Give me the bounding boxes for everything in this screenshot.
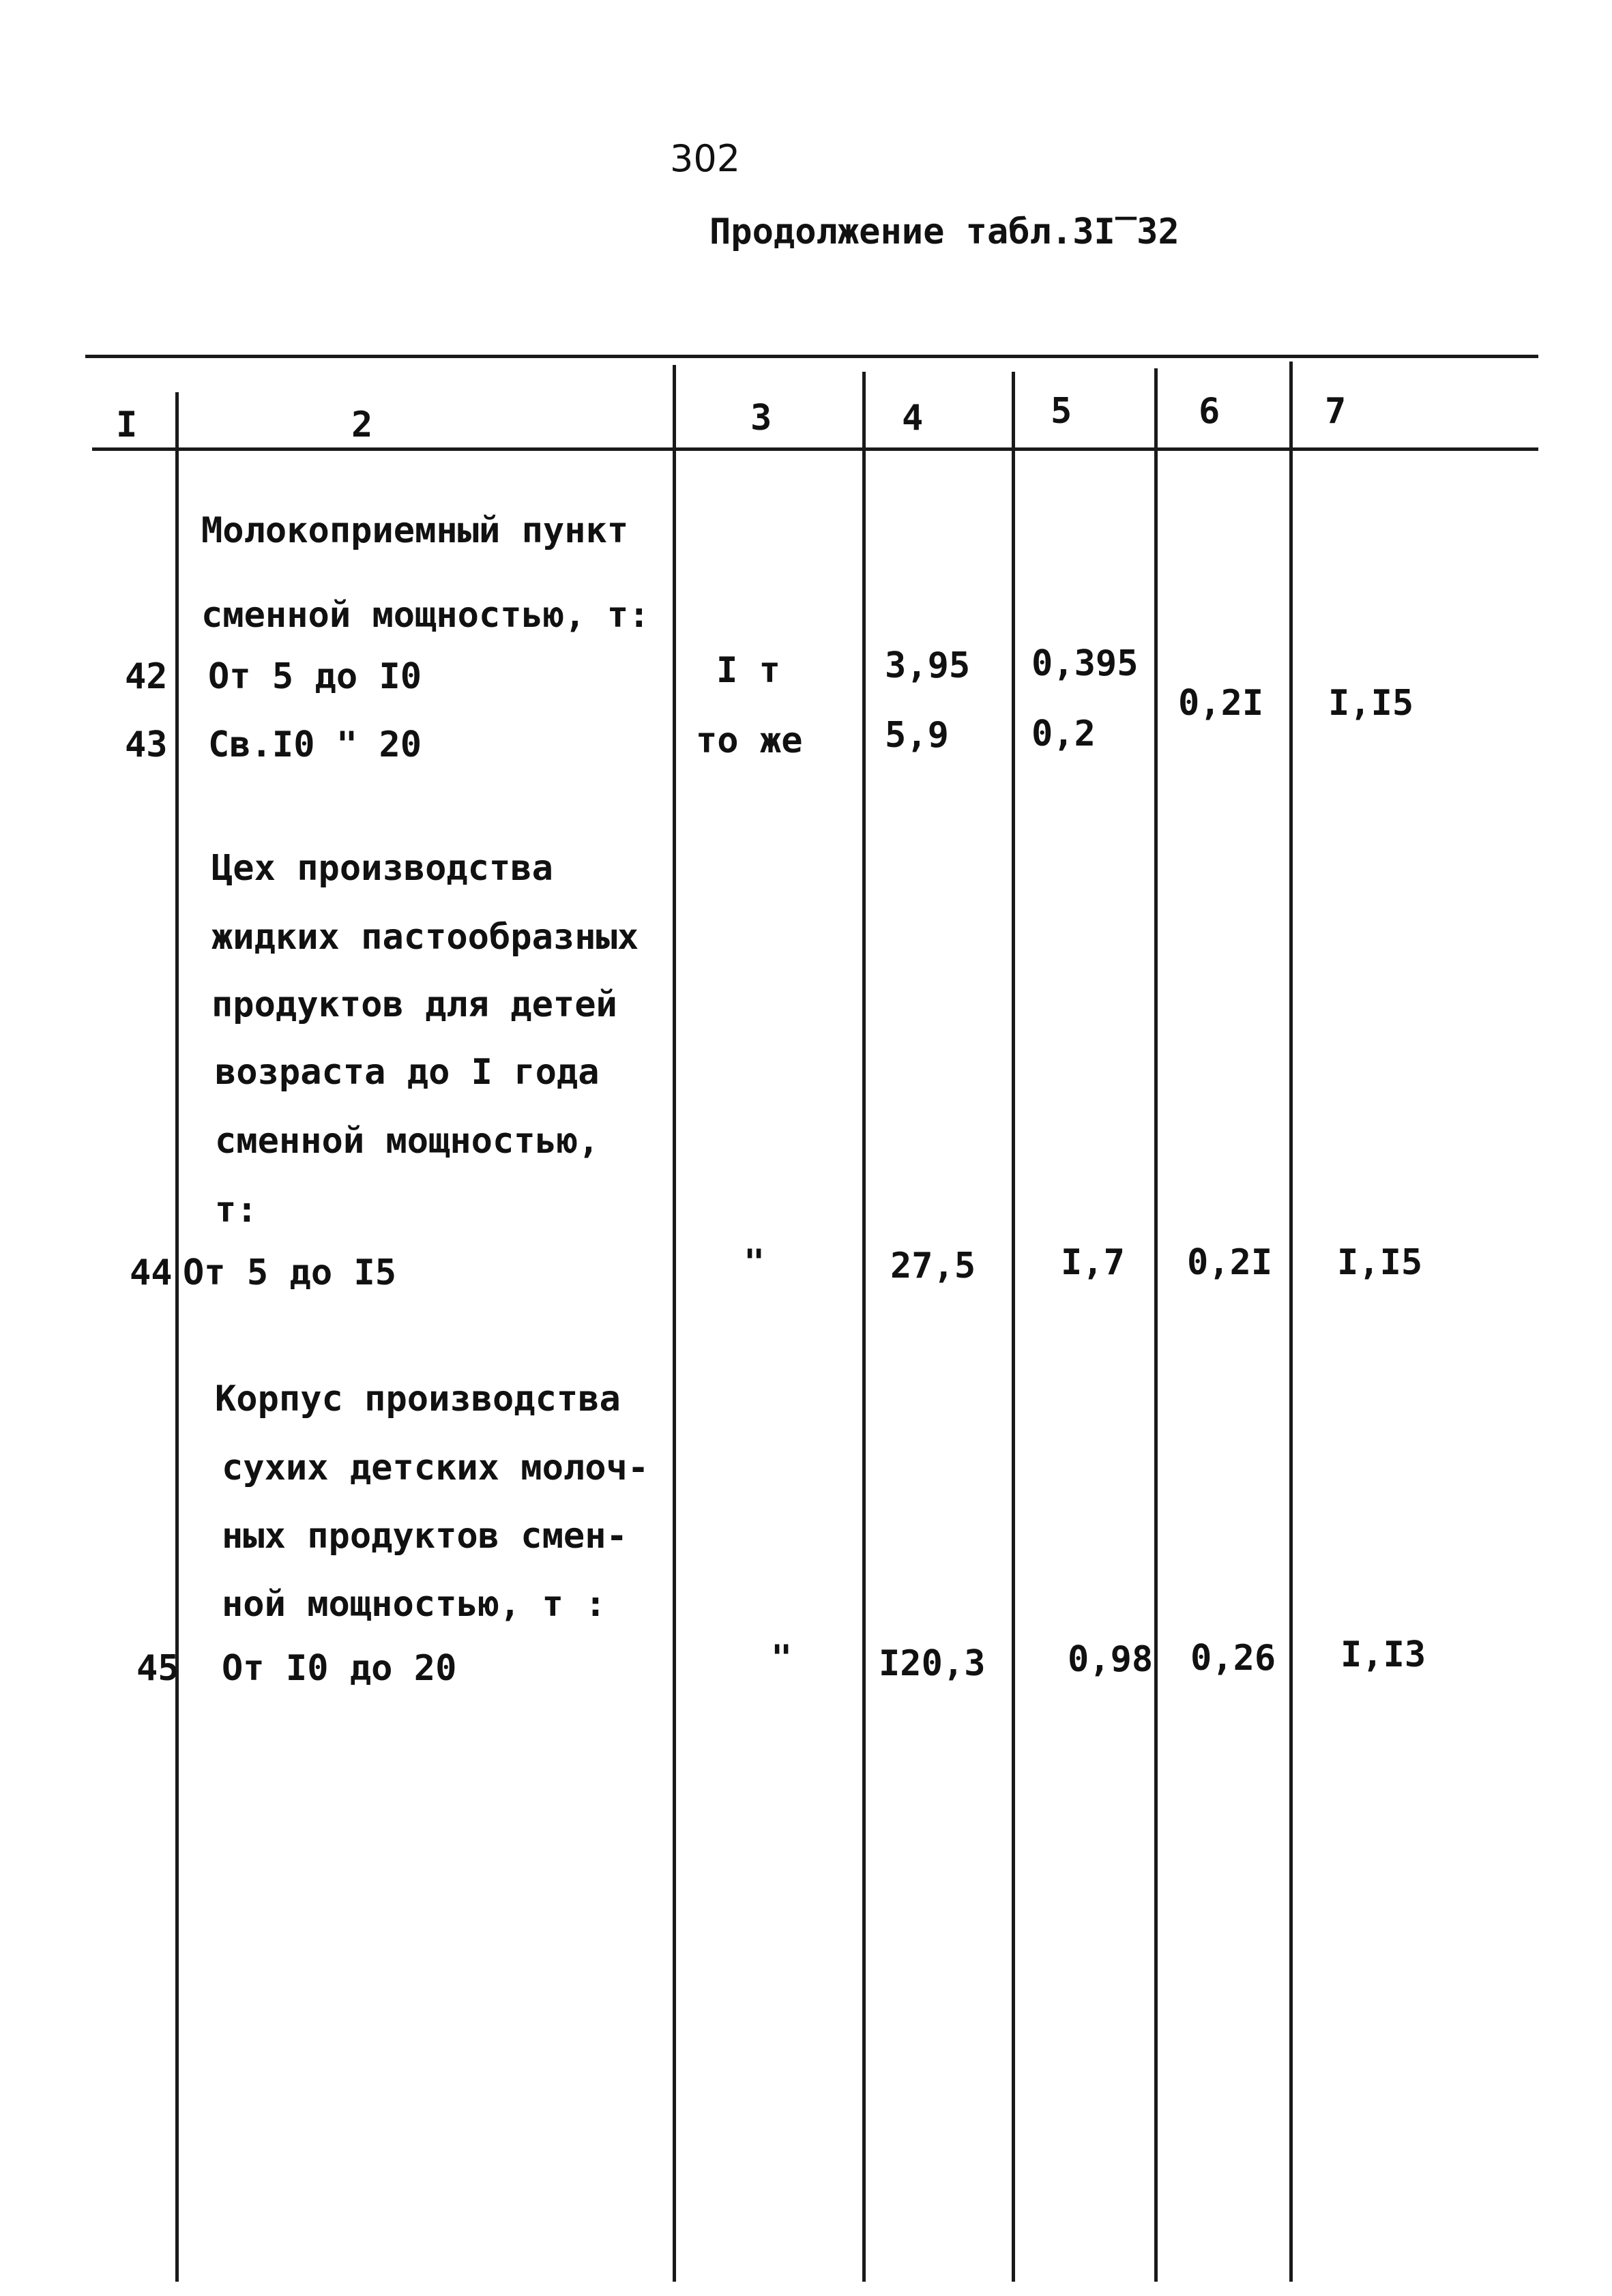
row-value-col4: I20,3 xyxy=(879,1643,986,1684)
row-number: 43 xyxy=(125,724,168,765)
section-title-line: сменной мощностью, xyxy=(215,1121,600,1162)
row-value-col6: 0,2I xyxy=(1187,1242,1273,1283)
column-divider-1 xyxy=(175,392,179,2282)
row-value-col6: 0,2I xyxy=(1178,683,1264,724)
row-number: 45 xyxy=(136,1648,179,1689)
row-value-col5: 0,2 xyxy=(1031,713,1096,754)
section-title-line: продуктов для детей xyxy=(211,984,617,1025)
row-value-col7: I,I5 xyxy=(1328,683,1414,724)
header-col-2: 2 xyxy=(351,404,373,445)
row-value-col4: 27,5 xyxy=(890,1246,976,1286)
section-title-line: т: xyxy=(215,1190,258,1231)
column-divider-6 xyxy=(1289,362,1293,2282)
row-name: Св.I0 " 20 xyxy=(208,724,422,765)
row-value-col5: 0,395 xyxy=(1031,643,1139,684)
table-header-rule xyxy=(92,447,1538,451)
row-value-col7: I,I5 xyxy=(1337,1242,1423,1283)
header-col-5: 5 xyxy=(1051,391,1072,432)
header-col-1: I xyxy=(116,404,138,445)
row-value-col5: I,7 xyxy=(1061,1242,1125,1283)
row-value-col5: 0,98 xyxy=(1068,1639,1154,1680)
row-unit: " xyxy=(771,1638,793,1679)
section-title-line: Корпус производства xyxy=(215,1379,621,1419)
section-title-line: сухих детских молоч- xyxy=(222,1447,649,1488)
row-name: От 5 до I5 xyxy=(183,1252,397,1293)
table-top-rule xyxy=(85,355,1538,358)
section-title-line: Молокоприемный пункт xyxy=(201,510,629,551)
section-title-line: сменной мощностью, т: xyxy=(201,595,650,636)
header-col-6: 6 xyxy=(1199,391,1220,432)
column-divider-4 xyxy=(1012,372,1015,2282)
row-value-col7: I,I3 xyxy=(1340,1634,1426,1675)
row-number: 42 xyxy=(125,656,168,697)
column-divider-5 xyxy=(1154,368,1158,2282)
header-col-3: 3 xyxy=(750,398,772,439)
section-title-line: жидких пастообразных xyxy=(211,917,639,958)
row-unit: " xyxy=(744,1242,765,1283)
section-title-line: возраста до I года xyxy=(215,1052,600,1093)
row-unit: то же xyxy=(696,720,803,761)
page-number: 302 xyxy=(670,137,741,180)
column-divider-2 xyxy=(673,365,676,2282)
header-col-7: 7 xyxy=(1325,391,1347,432)
row-name: От 5 до I0 xyxy=(208,656,422,697)
section-title-line: ных продуктов смен- xyxy=(222,1516,628,1557)
column-divider-3 xyxy=(862,372,866,2282)
row-name: От I0 до 20 xyxy=(222,1648,457,1689)
row-number: 44 xyxy=(130,1252,173,1293)
row-value-col4: 5,9 xyxy=(885,715,949,756)
row-value-col4: 3,95 xyxy=(885,645,971,686)
section-title-line: ной мощностью, т : xyxy=(222,1584,606,1625)
row-value-col6: 0,26 xyxy=(1190,1638,1276,1679)
row-unit: I т xyxy=(716,650,780,691)
table-caption: Продолжение табл.3I‾32 xyxy=(709,211,1179,252)
section-title-line: Цех производства xyxy=(211,848,553,889)
header-col-4: 4 xyxy=(902,398,924,439)
